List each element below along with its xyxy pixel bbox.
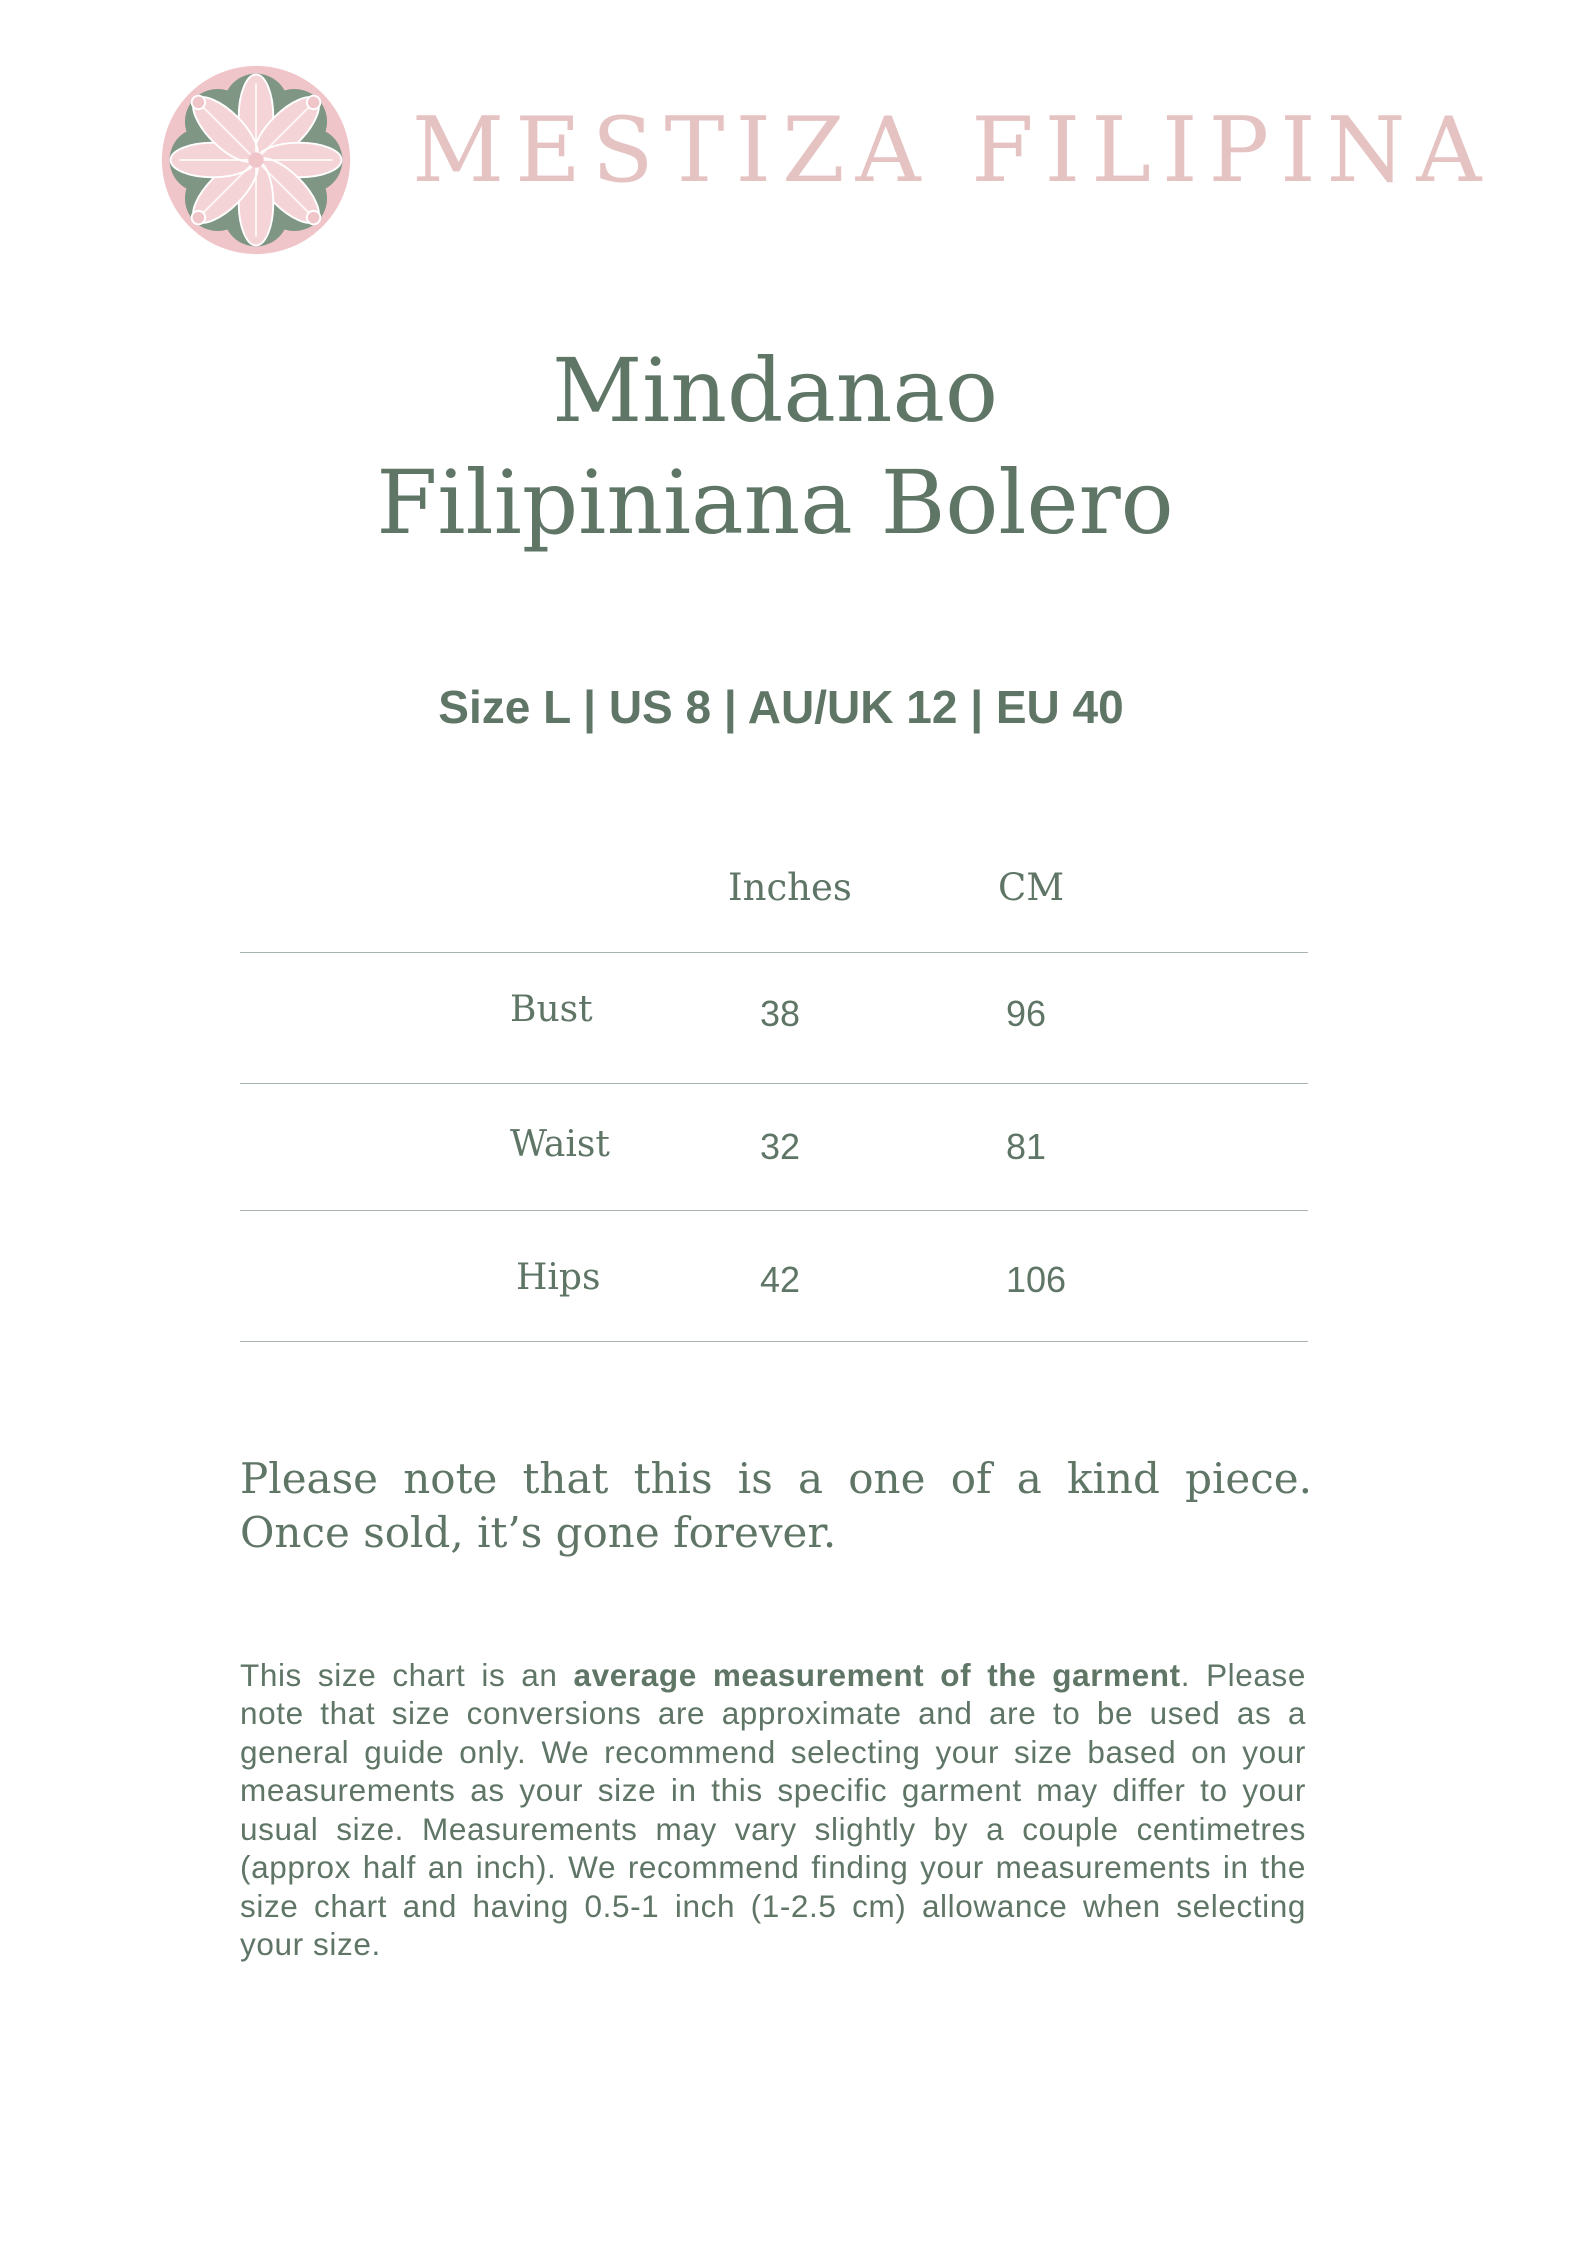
cm-value: 106 bbox=[1006, 1259, 1067, 1300]
table-header bbox=[240, 860, 1308, 953]
row-label: Hips bbox=[516, 1257, 601, 1298]
inches-value: 32 bbox=[760, 1126, 801, 1167]
table-row-bust bbox=[240, 953, 1308, 1084]
row-label: Waist bbox=[510, 1124, 610, 1165]
cm-value: 96 bbox=[1006, 993, 1047, 1034]
flower-mandala-logo bbox=[160, 64, 352, 256]
disclaimer-bold: average measurement of the garment bbox=[573, 1656, 1181, 1693]
disclaimer-lead: This size chart is an bbox=[240, 1656, 574, 1693]
column-header-cm: CM bbox=[998, 866, 1065, 909]
product-title-line1: Mindanao bbox=[552, 339, 998, 442]
brand-header bbox=[160, 60, 1493, 260]
row-label: Bust bbox=[510, 989, 593, 1030]
size-disclaimer bbox=[240, 1656, 1306, 1964]
inches-value: 42 bbox=[760, 1259, 801, 1300]
brand-name: MESTIZA FILIPINA bbox=[412, 98, 1493, 203]
size-conversion: Size L | US 8 | AU/UK 12 | EU 40 bbox=[438, 681, 1124, 733]
cm-value: 81 bbox=[1006, 1126, 1047, 1167]
size-table bbox=[240, 860, 1308, 1342]
inches-value: 38 bbox=[760, 993, 801, 1034]
table-row-hips bbox=[240, 1211, 1308, 1342]
table-row-waist bbox=[240, 1084, 1308, 1211]
product-title bbox=[0, 335, 1550, 559]
column-header-inches: Inches bbox=[728, 866, 852, 909]
product-title-line2: Filipiniana Bolero bbox=[376, 451, 1174, 554]
disclaimer-rest: . Please note that size conversions are approximate and are to be used as a general guide only. We recommend selecting your size based on your measurements as your size in this specific garment may differ to your usual size. Measurements may vary slightly by a couple centimetres (approx half an inch). We recommend finding your measurements in the size chart and having 0.5-1 inch (1-2.5 cm) allowance when selecting your size. bbox=[240, 1656, 1306, 1962]
one-of-a-kind-note: Please note that this is a one of a kind piece. Once sold, it’s gone forever. bbox=[240, 1454, 1312, 1557]
